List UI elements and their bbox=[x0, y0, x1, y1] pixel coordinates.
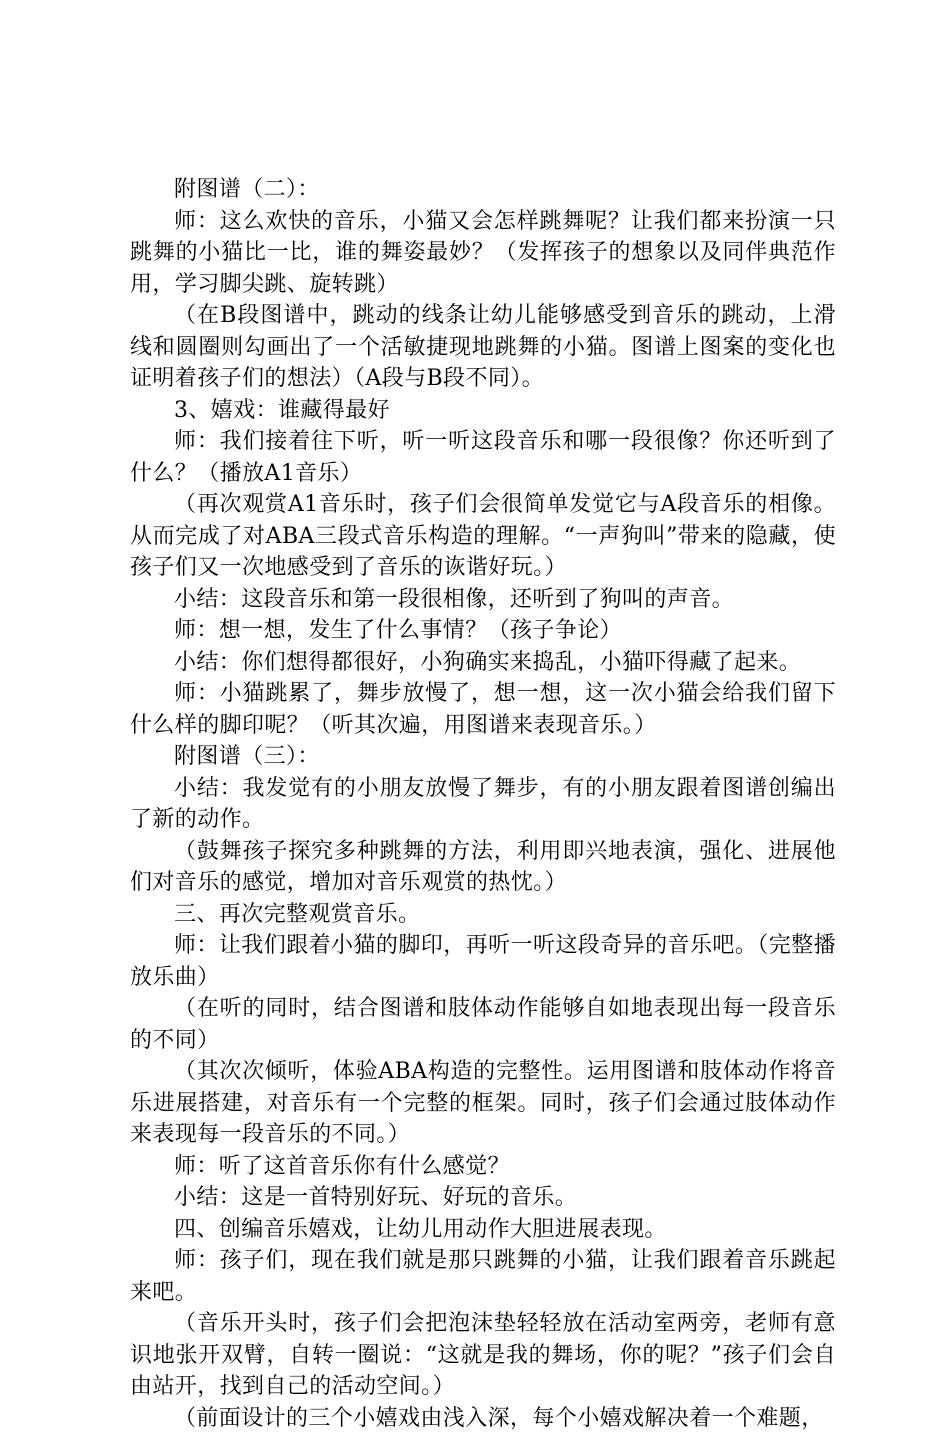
paragraph: 附图谱（三）： bbox=[130, 741, 836, 773]
paragraph: （在听的同时，结合图谱和肢体动作能够自如地表现出每一段音乐的不同） bbox=[130, 993, 836, 1056]
paragraph: 师：这么欢快的音乐，小猫又会怎样跳舞呢？让我们都来扮演一只跳舞的小猫比一比，谁的舞姿最妙？（发挥孩子的想象以及同伴典范作用，学习脚尖跳、旋转跳） bbox=[130, 206, 836, 301]
paragraph: 师：孩子们，现在我们就是那只跳舞的小猫，让我们跟着音乐跳起来吧。 bbox=[130, 1245, 836, 1308]
paragraph: 小结：这段音乐和第一段很相像，还听到了狗叫的声音。 bbox=[130, 584, 836, 616]
paragraph: 师：听了这首音乐你有什么感觉？ bbox=[130, 1151, 836, 1183]
paragraph: 三、再次完整观赏音乐。 bbox=[130, 899, 836, 931]
paragraph: （鼓舞孩子探究多种跳舞的方法，利用即兴地表演，强化、进展他们对音乐的感觉，增加对音乐观赏的热忱。） bbox=[130, 836, 836, 899]
paragraph: 小结：我发觉有的小朋友放慢了舞步，有的小朋友跟着图谱创编出了新的动作。 bbox=[130, 773, 836, 836]
paragraph: 师：让我们跟着小猫的脚印，再听一听这段奇异的音乐吧。（完整播放乐曲） bbox=[130, 930, 836, 993]
paragraph: 附图谱（二）： bbox=[130, 174, 836, 206]
paragraph: 小结：这是一首特别好玩、好玩的音乐。 bbox=[130, 1182, 836, 1214]
paragraph: （前面设计的三个小嬉戏由浅入深，每个小嬉戏解决着一个难题， bbox=[130, 1403, 836, 1434]
paragraph: 四、创编音乐嬉戏，让幼儿用动作大胆进展表现。 bbox=[130, 1214, 836, 1246]
paragraph: 师：我们接着往下听，听一听这段音乐和哪一段很像？你还听到了什么？（播放A1音乐） bbox=[130, 426, 836, 489]
paragraph: 小结：你们想得都很好，小狗确实来捣乱，小猫吓得藏了起来。 bbox=[130, 647, 836, 679]
paragraph: （其次次倾听，体验ABA构造的完整性。运用图谱和肢体动作将音乐进展搭建，对音乐有一个完整的框架。同时，孩子们会通过肢体动作来表现每一段音乐的不同。） bbox=[130, 1056, 836, 1151]
paragraph: 师：想一想，发生了什么事情？（孩子争论） bbox=[130, 615, 836, 647]
paragraph: 3、嬉戏：谁藏得最好 bbox=[130, 395, 836, 427]
document-body bbox=[130, 174, 836, 1434]
paragraph: （音乐开头时，孩子们会把泡沫垫轻轻放在活动室两旁，老师有意识地张开双臂，自转一圈说：“这就是我的舞场，你的呢？”孩子们会自由站开，找到自己的活动空间。） bbox=[130, 1308, 836, 1403]
paragraph: （在B段图谱中，跳动的线条让幼儿能够感受到音乐的跳动，上滑线和圆圈则勾画出了一个活敏捷现地跳舞的小猫。图谱上图案的变化也证明着孩子们的想法）（A段与B段不同）。 bbox=[130, 300, 836, 395]
paragraph: （再次观赏A1音乐时，孩子们会很简单发觉它与A段音乐的相像。从而完成了对ABA三段式音乐构造的理解。“一声狗叫”带来的隐藏，使孩子们又一次地感受到了音乐的诙谐好玩。） bbox=[130, 489, 836, 584]
paragraph: 师：小猫跳累了，舞步放慢了，想一想，这一次小猫会给我们留下什么样的脚印呢？（听其次遍，用图谱来表现音乐。） bbox=[130, 678, 836, 741]
